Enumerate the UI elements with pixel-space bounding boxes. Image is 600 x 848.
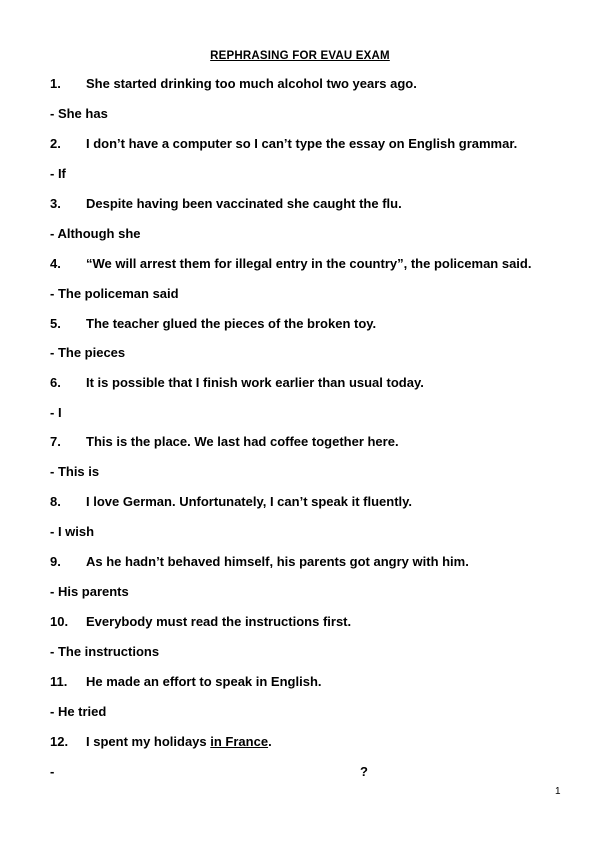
question-sentence-start: I spent my holidays: [86, 734, 211, 749]
answer-prompt-6: - I: [50, 405, 62, 420]
question-sentence: She started drinking too much alcohol two years ago.: [86, 76, 417, 91]
question-3: [50, 196, 402, 212]
question-sentence: As he hadn’t behaved himself, his parents got angry with him.: [86, 554, 469, 569]
answer-prompt-3: - Although she: [50, 226, 141, 241]
page-title: REPHRASING FOR EVAU EXAM: [210, 50, 390, 62]
question-10: [50, 614, 351, 630]
question-sentence: I don’t have a computer so I can’t type the essay on English grammar.: [86, 136, 518, 151]
question-number: 3.: [50, 196, 61, 211]
answer-prompt-5: - The pieces: [50, 345, 126, 360]
underlined-phrase: in France: [210, 734, 269, 749]
answer-prompt-4: - The policeman said: [50, 286, 179, 301]
page-number: 1: [555, 786, 561, 797]
question-number: 12.: [50, 734, 69, 749]
question-1: [50, 76, 417, 92]
question-number: 9.: [50, 554, 61, 569]
question-number: 6.: [50, 375, 61, 390]
question-number: 11.: [50, 674, 68, 689]
question-4: [50, 256, 531, 272]
question-sentence: He made an effort to speak in English.: [86, 674, 322, 689]
question-number: 8.: [50, 494, 61, 509]
question-sentence: I love German. Unfortunately, I can’t speak it fluently.: [86, 494, 413, 509]
answer-prompt-12: -: [50, 764, 55, 779]
question-12: [50, 734, 272, 750]
question-number: 2.: [50, 136, 61, 151]
question-8: [50, 494, 412, 510]
question-mark: ?: [360, 764, 368, 779]
question-number: 4.: [50, 256, 61, 271]
question-number: 1.: [50, 76, 61, 91]
question-7: [50, 434, 399, 450]
question-6: [50, 375, 424, 391]
question-sentence: This is the place. We last had coffee together here.: [86, 434, 399, 449]
question-number: 7.: [50, 434, 61, 449]
question-number: 10.: [50, 614, 69, 629]
question-sentence: Despite having been vaccinated she caught the flu.: [86, 196, 402, 211]
question-5: [50, 316, 376, 332]
answer-prompt-11: - He tried: [50, 704, 107, 719]
question-sentence: It is possible that I finish work earlier than usual today.: [86, 375, 424, 390]
answer-prompt-9: - His parents: [50, 584, 129, 599]
question-2: [50, 136, 517, 152]
answer-prompt-10: - The instructions: [50, 644, 160, 659]
answer-prompt-8: - I wish: [50, 524, 95, 539]
question-9: [50, 554, 469, 570]
answer-prompt-1: - She has: [50, 106, 108, 121]
question-sentence-end: .: [268, 734, 272, 749]
question-sentence: Everybody must read the instructions first.: [86, 614, 352, 629]
question-sentence: “We will arrest them for illegal entry in the country”, the policeman said.: [86, 256, 532, 271]
question-sentence: The teacher glued the pieces of the broken toy.: [86, 316, 377, 331]
answer-prompt-7: - This is: [50, 464, 100, 479]
answer-prompt-2: - If: [50, 166, 66, 181]
question-11: [50, 674, 322, 690]
question-number: 5.: [50, 316, 61, 331]
